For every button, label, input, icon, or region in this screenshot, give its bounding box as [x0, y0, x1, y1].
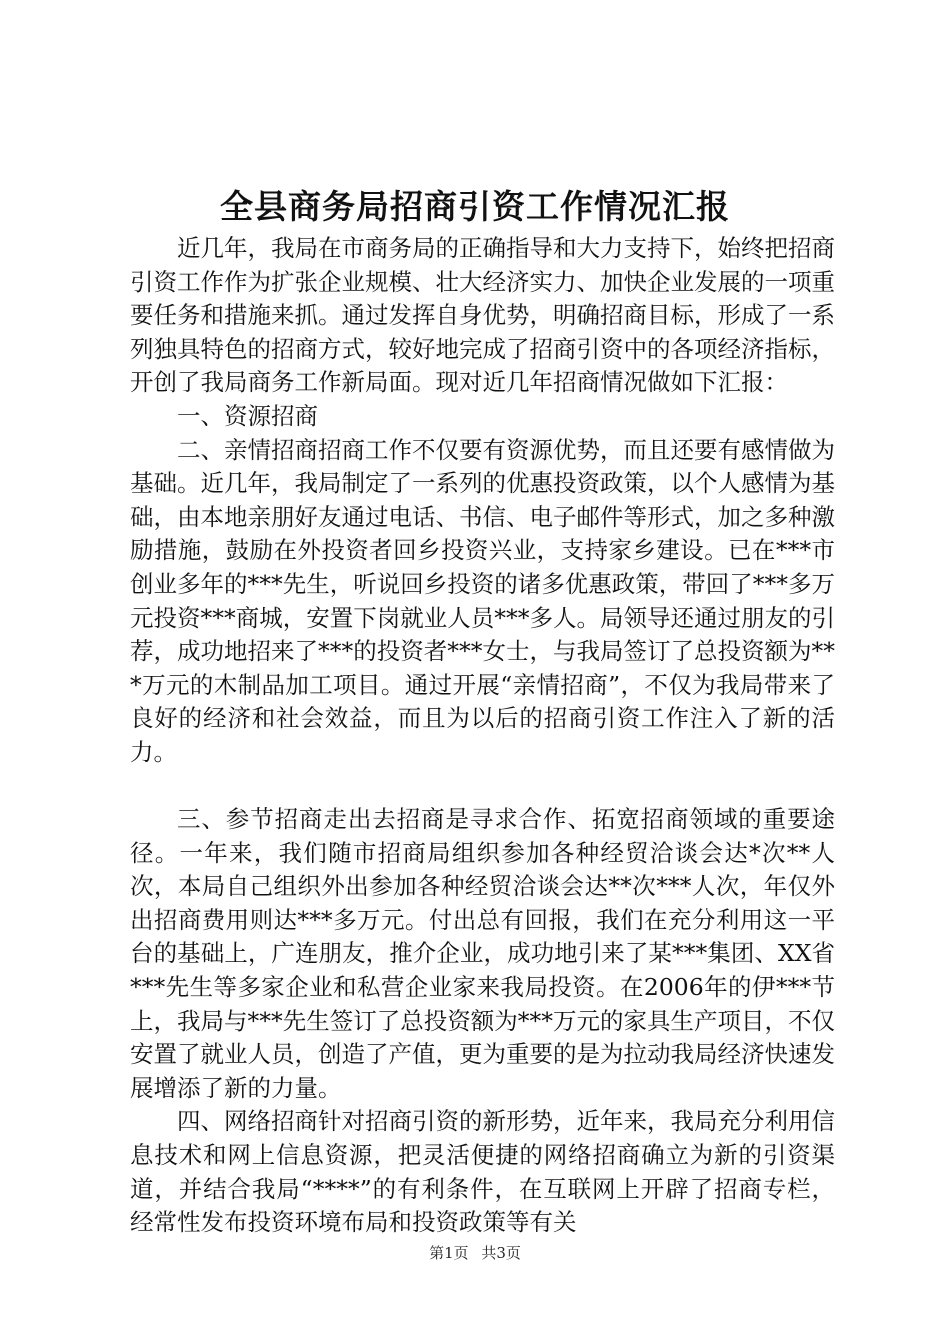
section-paragraph-network: 四、网络招商针对招商引资的新形势，近年来，我局充分利用信息技术和网上信息资源，把灵活便捷的网络招商确立为新的引资渠道，并结合我局“****”的有利条件，在互联网上开辟了招商专栏，经常性发布投资环境布局和投资政策等有关	[130, 1107, 835, 1237]
page-footer	[0, 1243, 950, 1263]
section-paragraph-festival: 三、参节招商走出去招商是寻求合作、拓宽招商领域的重要途径。一年来，我们随市招商局组织参加各种经贸洽谈会达*次**人次，本局自己组织外出参加各种经贸洽谈会达**次***人次，年仅外出招商费用则达***多万元。付出总有回报，我们在充分利用这一平台的基础上，广连朋友，推介企业，成功地引来了某***集团、XX省***先生等多家企业和私营企业家来我局投资。在2006年的伊***节上，我局与***先生签订了总投资额为***万元的家具生产项目，不仅安置了就业人员，创造了产值，更为重要的是为拉动我局经济快速发展增添了新的力量。	[130, 805, 835, 1102]
page-total: 共3页	[481, 1244, 521, 1262]
section-paragraph-kinship: 二、亲情招商招商工作不仅要有资源优势，而且还要有感情做为基础。近几年，我局制定了一系列的优惠投资政策，以个人感情为基础，由本地亲朋好友通过电话、书信、电子邮件等形式，加之多种激励措施，鼓励在外投资者回乡投资兴业，支持家乡建设。已在***市创业多年的***先生，听说回乡投资的诸多优惠政策，带回了***多万元投资***商城，安置下岗就业人员***多人。局领导还通过朋友的引荐，成功地招来了***的投资者***女士，与我局签订了总投资额为***万元的木制品加工项目。通过开展“亲情招商”，不仅为我局带来了良好的经济和社会效益，而且为以后的招商引资工作注入了新的活力。	[130, 435, 835, 766]
section-heading-resources: 一、资源招商	[177, 401, 318, 430]
paragraph-gap	[130, 770, 835, 804]
document-body	[130, 232, 835, 1240]
page-number: 第1页	[429, 1244, 469, 1262]
document-title: 全县商务局招商引资工作情况汇报	[220, 187, 730, 226]
intro-paragraph: 近几年，我局在市商务局的正确指导和大力支持下，始终把招商引资工作作为扩张企业规模、壮大经济实力、加快企业发展的一项重要任务和措施来抓。通过发挥自身优势，明确招商目标，形成了一系列独具特色的招商方式，较好地完成了招商引资中的各项经济指标，开创了我局商务工作新局面。现对近几年招商情况做如下汇报：	[130, 234, 835, 397]
